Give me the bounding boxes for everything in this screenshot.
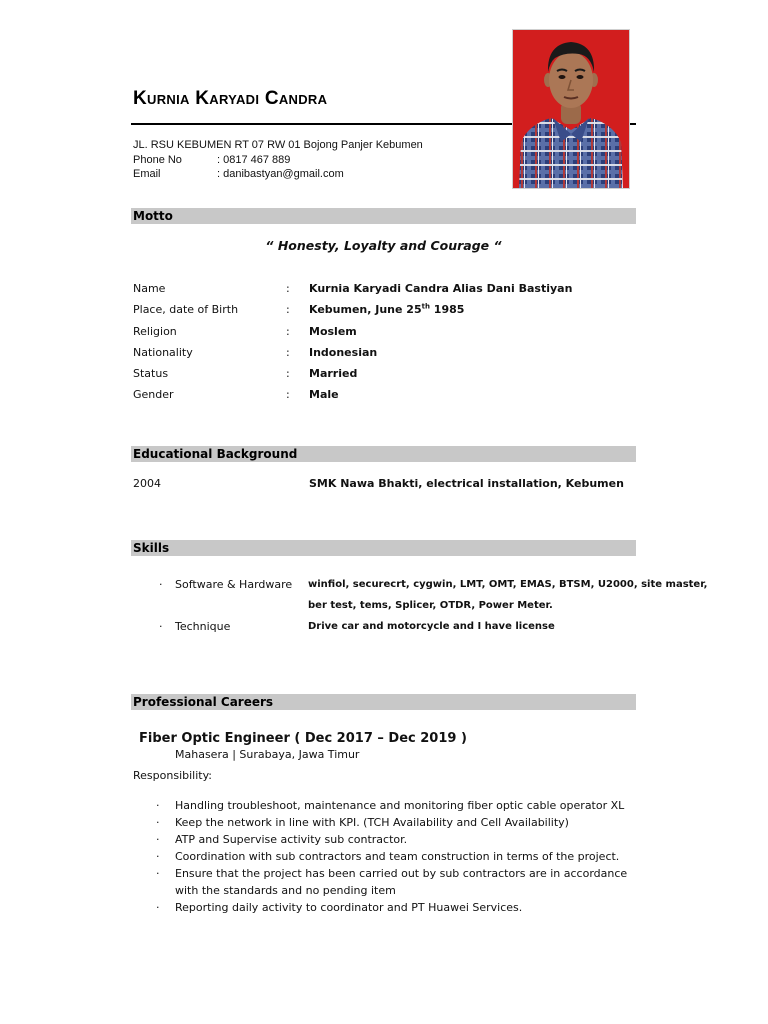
education-year: 2004 [133,477,161,490]
phone-label: Phone No [133,153,182,166]
field-label: Status [133,367,169,381]
job-company: Mahasera | Surabaya, Jawa Timur [175,748,360,761]
field-label: Gender [133,388,174,402]
section-bar-skills: Skills [131,540,636,556]
skill-label-technique: Technique [175,620,231,633]
section-bar-motto: Motto [131,208,636,224]
field-label: Place, date of Birth [133,303,239,317]
email-row [133,167,423,182]
field-separator: : [286,324,290,338]
field-value [309,303,464,316]
skill-bullet: · [159,578,163,591]
skill-label-software: Software & Hardware [175,578,293,591]
responsibility-label: Responsibility: [133,769,212,782]
email-label: Email [133,168,161,180]
field-value: Male [309,388,339,402]
field-separator: : [286,367,290,381]
section-bar-education: Educational Background [131,446,636,462]
responsibility-item: · ATP and Supervise activity sub contractor. [155,831,635,848]
responsibility-item: · Coordination with sub contractors and team construction in terms of the project. [155,848,635,865]
phone-row [133,153,423,168]
responsibility-item: · Ensure that the project has been carried out by sub contractors are in accordance with the standards and no pending item [155,865,635,899]
ordinal-suffix: th [421,302,430,311]
field-label: Religion [133,324,177,338]
field-separator: : [286,282,290,295]
address: JL. RSU KEBUMEN RT 07 RW 01 Bojong Panjer Kebumen [133,139,423,151]
candidate-name: Kurnia Karyadi Candra [133,88,328,109]
phone-value: : 0817 467 889 [217,153,291,166]
contact-block [133,138,423,182]
responsibility-item: · Reporting daily activity to coordinator and PT Huawei Services. [155,899,635,916]
motto-text: “ Honesty, Loyalty and Courage “ [265,238,502,253]
section-bar-careers: Professional Careers [131,694,636,710]
skill-value-technique: Drive car and motorcycle and I have license [308,621,555,632]
responsibility-item: · Handling troubleshoot, maintenance and monitoring fiber optic cable operator XL [155,797,635,814]
field-separator: : [286,303,290,317]
birth-year: 1985 [429,303,465,317]
field-value: Indonesian [309,345,378,359]
email-value: : danibastyan@gmail.com [217,168,344,180]
birth-date-text: Kebumen, June 25 [309,303,422,317]
field-value: Moslem [309,324,357,338]
field-label: Nationality [133,345,193,359]
skill-value-software-line2: ber test, tems, Splicer, OTDR, Power Meter. [308,600,553,611]
skill-value-software-line1: winfiol, securecrt, cygwin, LMT, OMT, EMAS, BTSM, U2000, site master, [308,579,708,590]
field-separator: : [286,388,290,402]
responsibility-item: · Keep the network in line with KPI. (TCH Availability and Cell Availability) [155,814,635,831]
field-value: Kurnia Karyadi Candra Alias Dani Bastiyan [309,282,573,295]
portrait-illustration [513,30,629,188]
skill-bullet: · [159,620,163,633]
responsibility-list [155,797,635,916]
education-school: SMK Nawa Bhakti, electrical installation, Kebumen [309,477,624,490]
field-separator: : [286,345,290,359]
field-value: Married [309,367,358,381]
job-title: Fiber Optic Engineer ( Dec 2017 – Dec 2019 ) [139,731,467,746]
field-label: Name [133,282,166,295]
profile-photo [512,29,630,189]
